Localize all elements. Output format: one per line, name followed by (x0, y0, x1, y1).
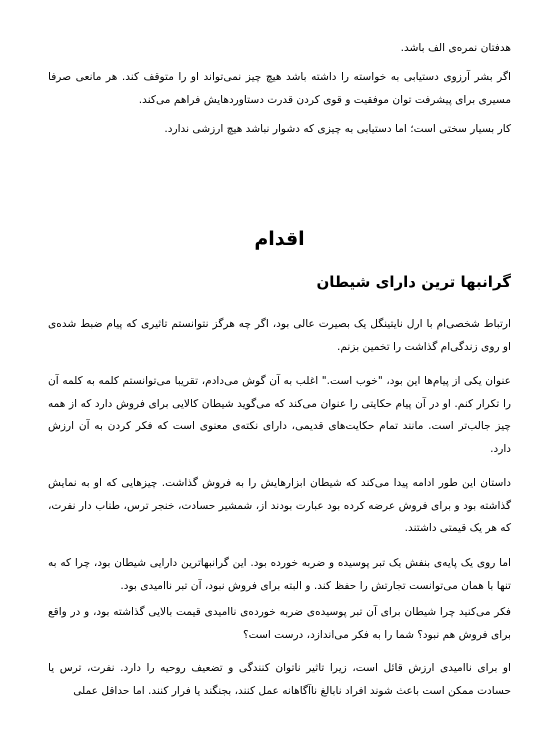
paragraph-text: فکر می‌کنید چرا شیطان برای آن تبر پوسیده‌ی ضربه خورده‌ی ناامیدی قیمت بالایی گذاشته بود، و در واقع برای فروش هم نبود؟ شما را به فکر می‌اندازد، درست است؟ (48, 606, 511, 641)
paragraph-text: اگر بشر آرزوی دستیابی به خواسته را داشته باشد هیچ چیز نمی‌تواند او را متوقف کند. هر مانعی صرفا مسیری برای پیشرفت توان موفقیت و قوی کردن قدرت دستاوردهایش فراهم می‌کند. (48, 71, 511, 106)
paragraph-text: داستان این طور ادامه پیدا می‌کند که شیطان ابزارهایش را به فروش گذاشت. چیزهایی که او به نمایش گذاشته بود و برای فروش عرضه کرده بود عبارت بودند از، شمشیر حسادت، خنجر ترس، طناب دار نفرت، که هر یک قیمتی داشتند. (48, 477, 511, 534)
paragraph-text: اما روی یک پایه‌ی بنفش یک تبر پوسیده و ضربه خورده بود. این گرانبهاترین دارایی شیطان بود، چرا که به تنها با همان می‌توانست تجارتش را حفظ کند. و البته برای فروش نبود، آن تبر ناامیدی بود. (48, 557, 511, 592)
paragraph-text: او برای ناامیدی ارزش قائل است، زیرا تاثیر ناتوان کنندگی و تضعیف روحیه را دارد. نفرت، ترس یا حسادت ممکن است باعث شوند افراد نابالغ ناآگاهانه عمل کنند، بجنگند یا فرار کنند. اما حداقل عملی (48, 662, 511, 697)
paragraph-text: کار بسیار سختی است؛ اما دستیابی به چیزی که دشوار نباشد هیچ ارزشی ندارد. (164, 123, 511, 135)
body-paragraph-2 (48, 370, 511, 460)
intro-paragraph-1 (48, 37, 511, 60)
body-paragraph-5 (48, 601, 511, 646)
body-paragraph-4 (48, 552, 511, 597)
intro-paragraph-2 (48, 66, 511, 111)
subsection-title: گرانبها ترین دارای شیطان (316, 273, 511, 291)
paragraph-text: عنوان یکی از پیام‌ها این بود، "خوب است." اغلب به آن گوش می‌دادم، تقریبا می‌توانستم کلمه به کلمه آن را تکرار کنم. او در آن پیام حکایتی را عنوان می‌کند که می‌گوید شیطان کالایی برای فروش دارد که از همه چیز جالب‌تر است. مانند تمام حکایت‌های قدیمی، دارای نکته‌ی معنوی است که فکر کردن به آن ارزش دارد. (48, 375, 511, 455)
body-paragraph-1 (48, 313, 511, 358)
section-title: اقدام (254, 228, 305, 250)
body-paragraph-6 (48, 657, 511, 702)
paragraph-text: ارتباط شخصی‌ام با ارل نایتینگل یک بصیرت عالی بود، اگر چه هرگز نتوانستم تاثیری که پیام ضبط شده‌ی او روی زندگی‌ام گذاشت را تخمین بزنم. (48, 318, 511, 353)
paragraph-text: هدفتان نمره‌ی الف باشد. (400, 42, 511, 54)
intro-paragraph-3 (48, 118, 511, 141)
body-paragraph-3 (48, 472, 511, 540)
